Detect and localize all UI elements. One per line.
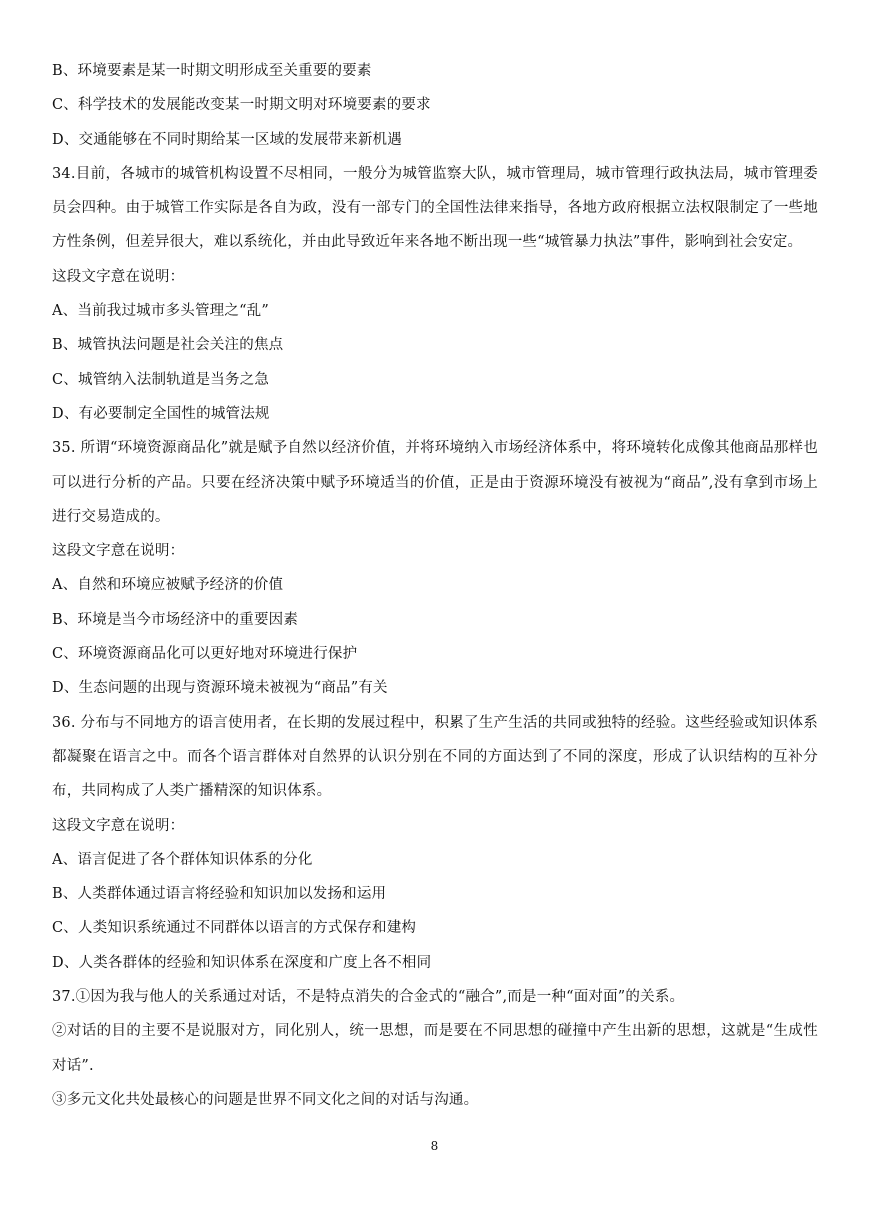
option-c-q36: C、人类知识系统通过不同群体以语言的方式保存和建构 xyxy=(52,920,417,937)
option-c-q33: C、科学技术的发展能改变某一时期文明对环境要素的要求 xyxy=(52,97,431,114)
question-37-sentence-1: 37.①因为我与他人的关系通过对话，不是特点消失的合金式的“融合”,而是一种“面对面”的关系。 xyxy=(52,989,685,1006)
option-b-q36: B、人类群体通过语言将经验和知识加以发扬和运用 xyxy=(52,886,387,903)
question-35-text: 35. 所谓“环境资源商品化”就是赋予自然以经济价值，并将环境纳入市场经济体系中，将环境转化成像其他商品那样也可以进行分析的产品。只要在经济决策中赋予环境适当的价值，正是由于资源环境没有被视为“商品”,没有拿到市场上进行交易造成的。 xyxy=(52,440,818,525)
option-b-q33: B、环境要素是某一时期文明形成至关重要的要素 xyxy=(52,63,372,79)
option-d-q33: D、交通能够在不同时期给某一区域的发展带来新机遇 xyxy=(52,131,402,148)
question-37-sentence-3: ③多元文化共处最核心的问题是世界不同文化之间的对话与沟通。 xyxy=(52,1091,479,1108)
option-a-q36: A、语言促进了各个群体知识体系的分化 xyxy=(52,851,313,868)
page-number: 8 xyxy=(430,1139,439,1153)
option-a-q35: A、自然和环境应被赋予经济的价值 xyxy=(52,577,284,594)
option-b-q35: B、环境是当今市场经济中的重要因素 xyxy=(52,611,299,628)
question-35-prompt: 这段文字意在说明： xyxy=(52,543,185,560)
option-b-q34: B、城管执法问题是社会关注的焦点 xyxy=(52,337,284,354)
option-c-q34: C、城管纳入法制轨道是当务之急 xyxy=(52,371,270,388)
option-c-q35: C、环境资源商品化可以更好地对环境进行保护 xyxy=(52,646,358,663)
option-d-q34: D、有必要制定全国性的城管法规 xyxy=(52,405,270,422)
question-36-text: 36. 分布与不同地方的语言使用者，在长期的发展过程中，积累了生产生活的共同或独特的经验。这些经验或知识体系都凝聚在语言之中。而各个语言群体对自然界的认识分别在不同的方面达到了不同的深度，形成了认识结构的互补分布，共同构成了人类广播精深的知识体系。 xyxy=(52,714,818,800)
question-37-sentence-2: ②对话的目的主要不是说服对方，同化别人，统一思想，而是要在不同思想的碰撞中产生出新的思想，这就是“生成性对话”. xyxy=(52,1023,818,1074)
option-d-q35: D、生态问题的出现与资源环境未被视为“商品”有关 xyxy=(52,680,388,697)
option-d-q36: D、人类各群体的经验和知识体系在深度和广度上各不相同 xyxy=(52,954,432,971)
question-34-text: 34.目前，各城市的城管机构设置不尽相同，一般分为城管监察大队，城市管理局，城市管理行政执法局，城市管理委员会四种。由于城管工作实际是各自为政，没有一部专门的全国性法律来指导，各地方政府根据立法权限制定了一些地方性条例，但差异很大，难以系统化，并由此导致近年来各地不断出现一些“城管暴力执法”事件，影响到社会安定。 xyxy=(52,165,818,251)
question-36-prompt: 这段文字意在说明： xyxy=(52,817,185,834)
page-content xyxy=(52,54,818,1117)
question-34-prompt: 这段文字意在说明： xyxy=(52,268,185,285)
option-a-q34: A、当前我过城市多头管理之“乱” xyxy=(52,303,269,320)
